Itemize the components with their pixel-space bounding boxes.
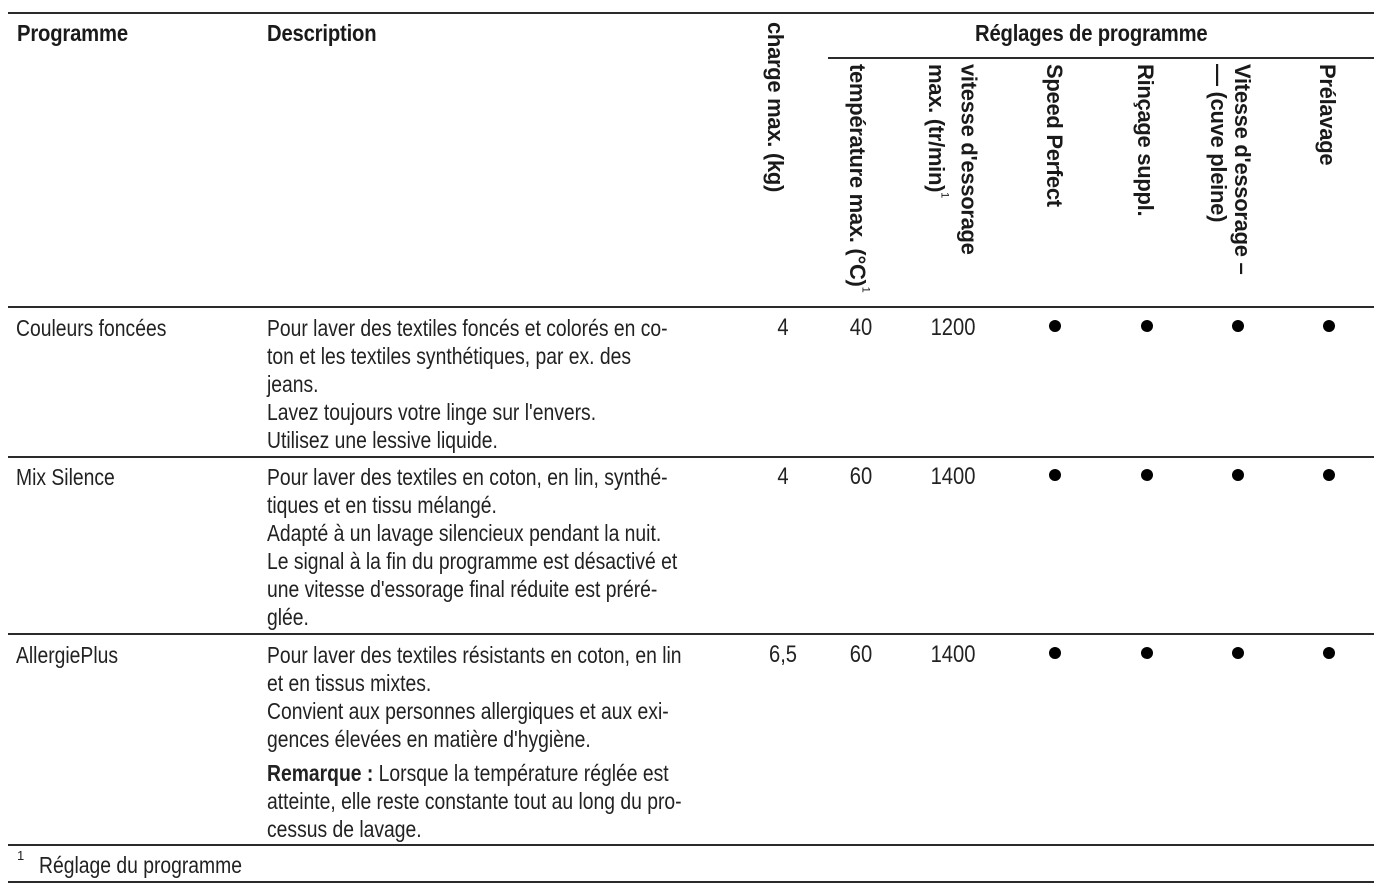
header-spin-line1: vitesse d'essorage — [956, 64, 982, 255]
header-prewash — [1315, 64, 1339, 165]
spin-value: 1400 — [930, 641, 976, 668]
description-line: jeans. — [267, 371, 319, 397]
description-line: gences élevées en matière d'hygiène. — [267, 726, 591, 752]
rinse-available-dot — [1141, 320, 1153, 332]
header-prewash-label: Prélavage — [1315, 64, 1340, 166]
header-programme: Programme — [17, 20, 128, 46]
footnote-ref: 1 — [938, 192, 951, 198]
prewash-available-dot — [1323, 469, 1335, 481]
footnote-ref: 1 — [859, 286, 872, 293]
footnote-bottom-rule — [8, 881, 1374, 883]
programme-description — [267, 314, 668, 454]
description-line: glée. — [267, 604, 309, 630]
header-temperature-label: température max. (°C) — [845, 64, 870, 287]
footnote-text: Réglage du programme — [39, 852, 242, 878]
programme-description — [267, 641, 682, 843]
description-line: Pour laver des textiles en coton, en lin, synthé- — [267, 464, 668, 490]
row-separator-2 — [8, 633, 1374, 635]
header-spin-line2: max. (tr/min) — [924, 64, 949, 193]
settings-group-rule — [828, 57, 1374, 59]
row-separator-1 — [8, 456, 1374, 458]
header-spin — [924, 64, 980, 255]
description-line: Le signal à la fin du programme est désactivé et — [267, 548, 678, 574]
table-top-rule — [8, 12, 1374, 14]
header-description: Description — [267, 20, 377, 46]
description-line: Adapté à un lavage silencieux pendant la nuit. — [267, 520, 662, 546]
description-line: Lavez toujours votre linge sur l'envers. — [267, 399, 597, 425]
footnote-marker: 1 — [17, 848, 25, 863]
remark-label: Remarque : — [267, 760, 374, 786]
spin-value: 1400 — [930, 463, 976, 490]
spin-full-available-dot — [1232, 320, 1244, 332]
description-line: et en tissus mixtes. — [267, 670, 432, 696]
header-speed-perfect — [1042, 64, 1066, 207]
speed-perfect-available-dot — [1049, 647, 1061, 659]
spin-value: 1200 — [930, 314, 976, 341]
description-line: Utilisez une lessive liquide. — [267, 427, 498, 453]
programme-name: Couleurs foncées — [16, 315, 167, 341]
header-rinse-label: Rinçage suppl. — [1133, 64, 1158, 217]
description-line: une vitesse d'essorage final réduite est préré- — [267, 576, 658, 602]
speed-perfect-available-dot — [1049, 320, 1061, 332]
description-line: Pour laver des textiles résistants en coton, en lin — [267, 642, 682, 668]
rinse-available-dot — [1141, 647, 1153, 659]
charge-value: 4 — [777, 463, 789, 490]
header-bottom-rule — [8, 306, 1374, 308]
temperature-value: 40 — [849, 314, 873, 341]
programme-name: AllergiePlus — [16, 642, 119, 668]
description-line: tiques et en tissu mélangé. — [267, 492, 497, 518]
description-line: Pour laver des textiles foncés et colorés en co- — [267, 315, 668, 341]
remark-line: cessus de lavage. — [267, 816, 422, 842]
prewash-available-dot — [1323, 647, 1335, 659]
description-line: Convient aux personnes allergiques et aux exi- — [267, 698, 669, 724]
temperature-value: 60 — [849, 463, 873, 490]
spin-full-available-dot — [1232, 647, 1244, 659]
header-charge-label: charge max. (kg) — [763, 22, 788, 193]
header-spin-full — [1206, 64, 1254, 274]
programme-name: Mix Silence — [16, 464, 115, 490]
header-speed-perfect-label: Speed Perfect — [1042, 64, 1067, 207]
description-line: ton et les textiles synthétiques, par ex. des — [267, 343, 632, 369]
header-charge — [763, 22, 787, 192]
rinse-available-dot — [1141, 469, 1153, 481]
spin-full-available-dot — [1232, 469, 1244, 481]
header-temperature — [845, 64, 877, 292]
prewash-available-dot — [1323, 320, 1335, 332]
charge-value: 4 — [777, 314, 789, 341]
header-spin-full-line1: Vitesse d'essorage – — [1230, 64, 1255, 275]
remark-line — [267, 759, 682, 787]
header-spin-full-line2: — (cuve pleine) — [1206, 64, 1231, 223]
temperature-value: 60 — [849, 641, 873, 668]
programme-description — [267, 463, 677, 631]
remark-line: atteinte, elle reste constante tout au long du pro- — [267, 788, 682, 814]
table-bottom-rule — [8, 844, 1374, 846]
header-rinse — [1133, 64, 1157, 216]
remark-text: Lorsque la température réglée est — [373, 760, 669, 786]
header-settings-group: Réglages de programme — [975, 20, 1208, 46]
charge-value: 6,5 — [768, 641, 798, 668]
speed-perfect-available-dot — [1049, 469, 1061, 481]
